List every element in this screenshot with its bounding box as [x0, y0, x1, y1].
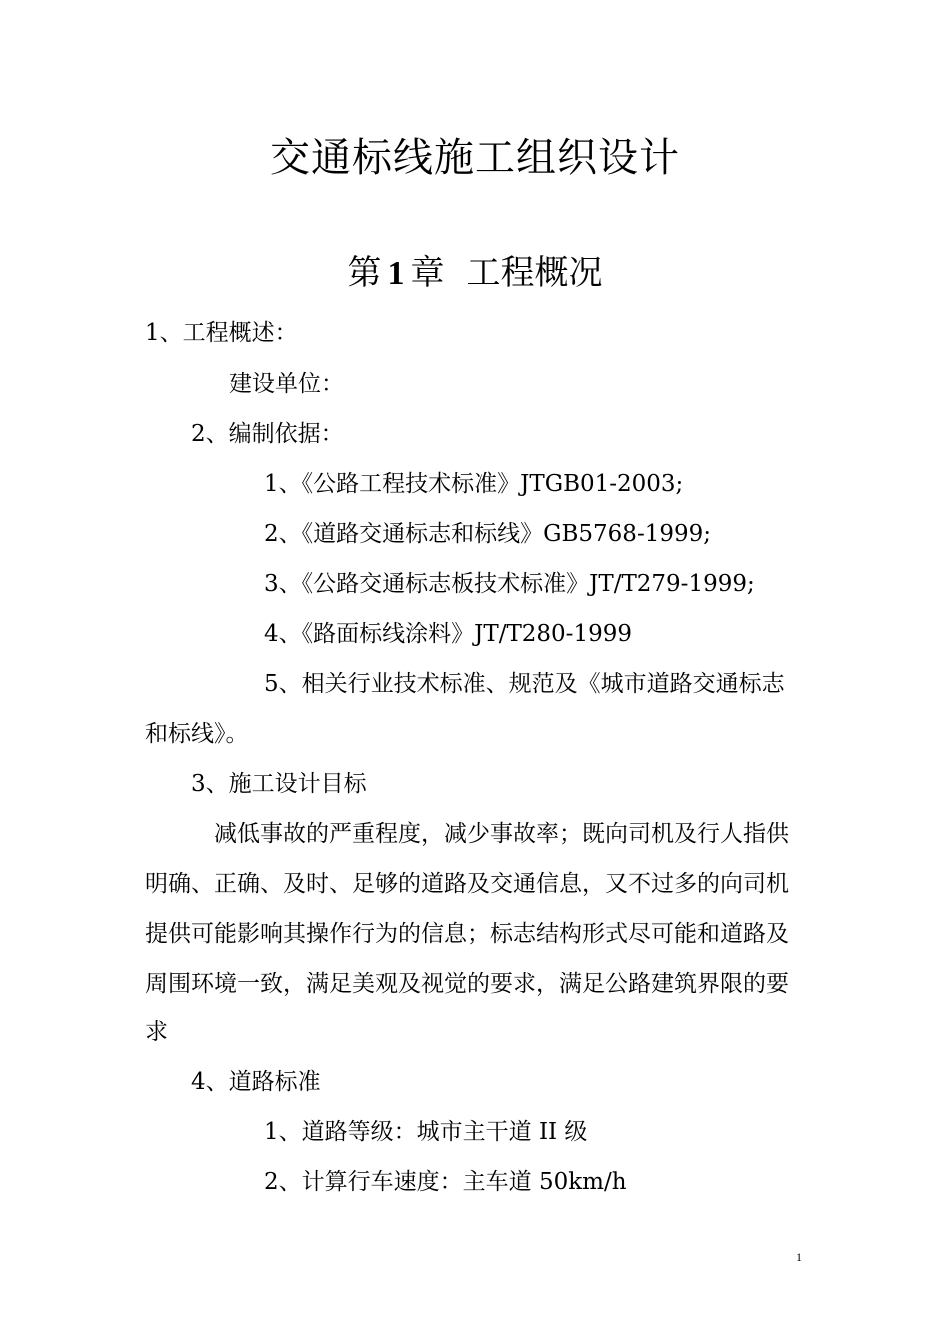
chapter-prefix: 第 — [347, 253, 382, 293]
chapter-suffix: 章 — [410, 253, 445, 293]
road-standard-item-2: 2、计算行车速度：主车道 50km/h — [264, 1169, 627, 1195]
chapter-heading — [0, 248, 950, 299]
section-design-goal-heading: 3、施工设计目标 — [191, 771, 367, 797]
section-road-standard-heading: 4、道路标准 — [191, 1069, 321, 1095]
basis-item-3: 3、《公路交通标志板技术标准》JT/T279-1999; — [264, 571, 755, 597]
design-goal-paragraph-line-3: 提供可能影响其操作行为的信息；标志结构形式尽可能和道路及 — [145, 921, 789, 947]
basis-item-5-continued: 和标线》。 — [145, 721, 249, 747]
design-goal-paragraph-line-4: 周围环境一致，满足美观及视觉的要求，满足公路建筑界限的要 — [145, 971, 789, 997]
chapter-name: 工程概况 — [466, 253, 603, 293]
chapter-number: 1 — [387, 255, 405, 292]
page-number: 1 — [796, 1250, 802, 1264]
design-goal-paragraph-line-2: 明确、正确、及时、足够的道路及交通信息，又不过多的向司机 — [145, 871, 789, 897]
construction-unit-line: 建设单位： — [229, 371, 344, 397]
basis-item-1: 1、《公路工程技术标准》JTGB01-2003; — [264, 471, 684, 497]
basis-item-4: 4、《路面标线涂料》JT/T280-1999 — [264, 621, 632, 647]
section-basis-heading: 2、编制依据： — [191, 421, 344, 447]
basis-item-2: 2、《道路交通标志和标线》GB5768-1999; — [264, 521, 711, 547]
section-overview-heading: 1、工程概述： — [145, 320, 298, 346]
design-goal-paragraph-line-5: 求 — [145, 1019, 168, 1045]
basis-item-5: 5、相关行业技术标准、规范及《城市道路交通标志 — [264, 671, 785, 697]
design-goal-paragraph-line-1: 减低事故的严重程度，减少事故率；既向司机及行人指供 — [214, 821, 789, 847]
document-title: 交通标线施工组织设计 — [270, 135, 680, 181]
road-standard-item-1: 1、道路等级：城市主干道 II 级 — [264, 1119, 588, 1145]
